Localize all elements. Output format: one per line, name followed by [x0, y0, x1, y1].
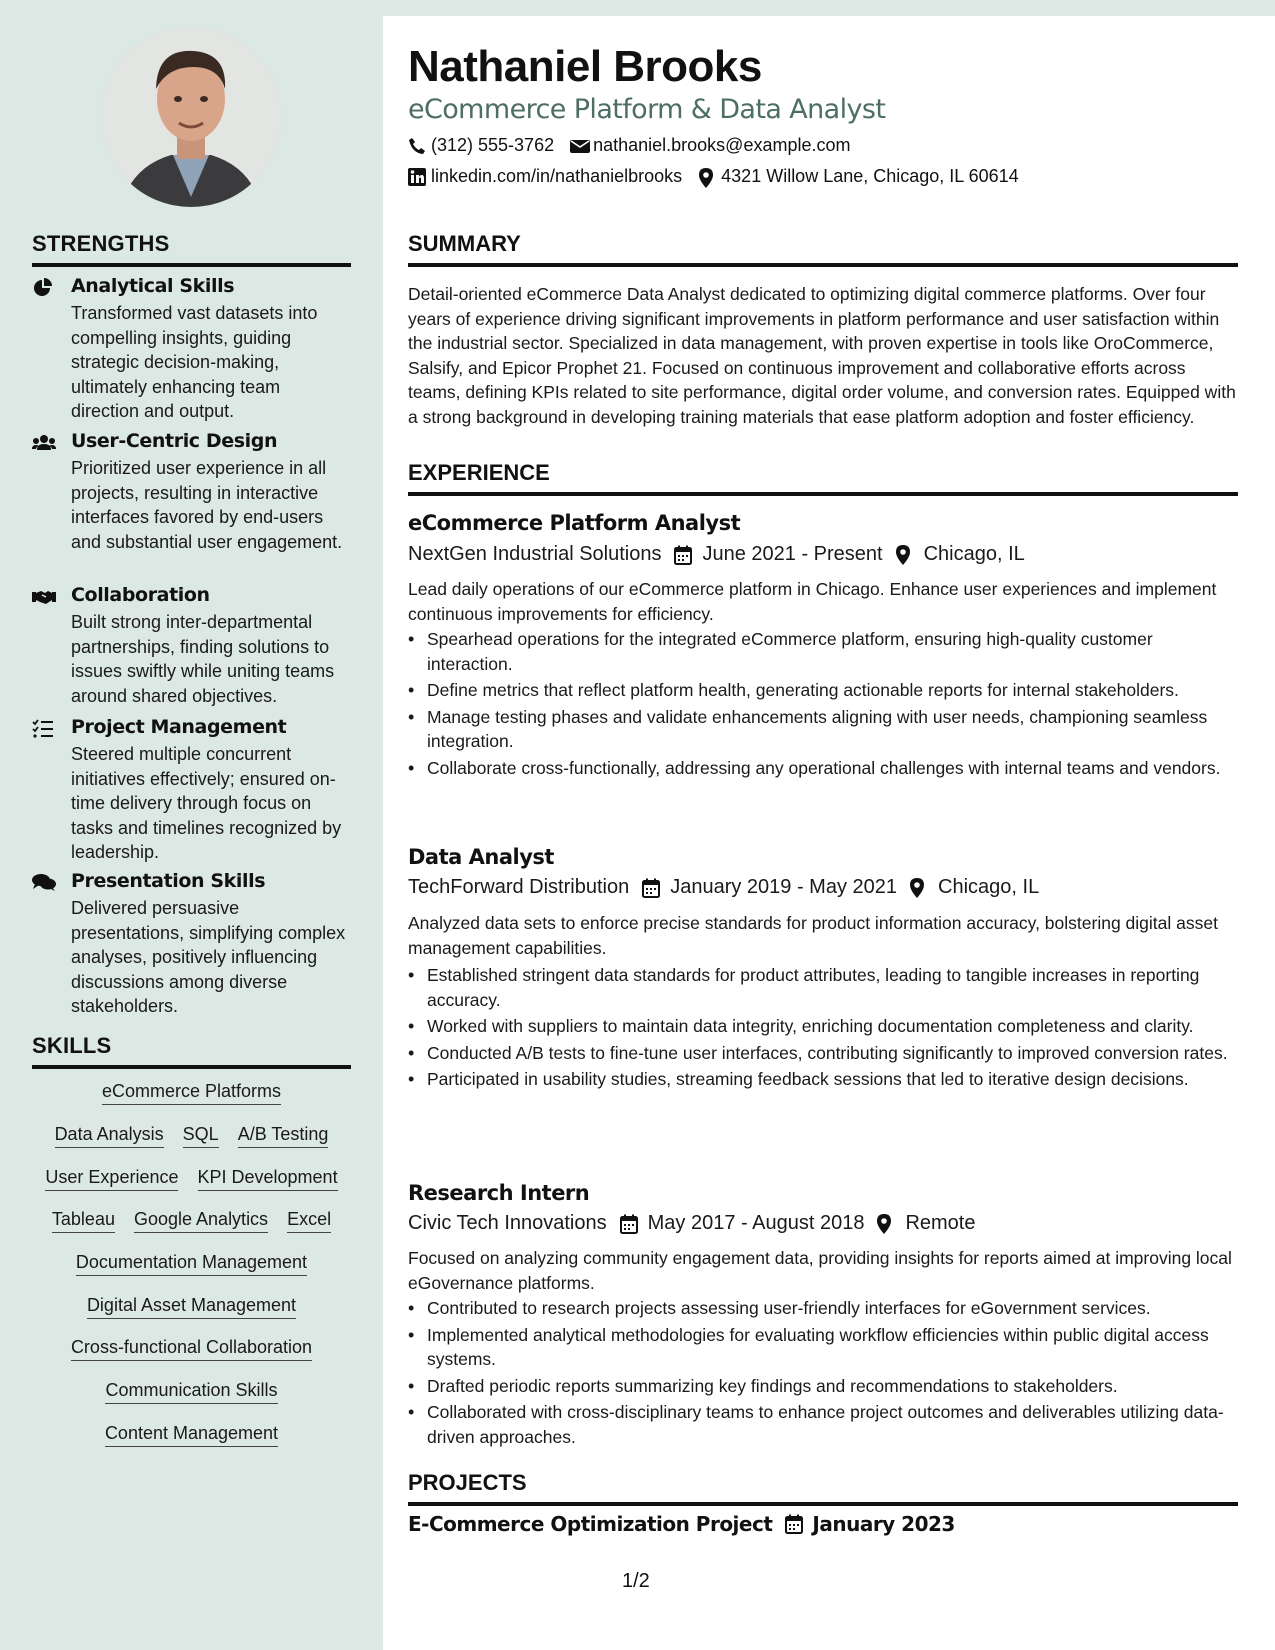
skills-row	[32, 1252, 351, 1276]
strength-description: Built strong inter-departmental partnerships, finding solutions to issues swiftly while uniting teams around shared objectives.	[71, 612, 335, 706]
bullet-item: • Collaborate cross-functionally, addressing any operational challenges with internal teams and vendors.	[408, 756, 1238, 781]
skill-tag: Content Management	[105, 1423, 278, 1447]
skill-tag: eCommerce Platforms	[102, 1081, 281, 1105]
bullet-item: • Implemented analytical methodologies for evaluating workflow efficiencies within public digital access systems.	[408, 1323, 1238, 1372]
job-bullets	[408, 963, 1238, 1094]
bullet-item: • Participated in usability studies, streaming feedback sessions that led to iterative design decisions.	[408, 1067, 1238, 1092]
skills-row	[32, 1167, 351, 1191]
skill-tag: A/B Testing	[238, 1124, 329, 1148]
skill-tag: Digital Asset Management	[87, 1295, 296, 1319]
strength-name: Project Management	[71, 716, 287, 738]
skills-row	[32, 1124, 351, 1148]
location-pin-icon	[895, 545, 915, 565]
phone-number[interactable]: (312) 555-3762	[431, 135, 555, 155]
bullet-item: • Collaborated with cross-disciplinary teams to enhance project outcomes and deliverables utilizing data-driven approaches.	[408, 1400, 1238, 1449]
skills-row	[32, 1337, 351, 1361]
job-meta	[408, 543, 1025, 566]
job-location: Remote	[905, 1212, 976, 1234]
job-intro: Focused on analyzing community engagement data, providing insights for reports aimed at improving local eGovernance platforms.	[408, 1248, 1232, 1293]
profile-photo	[101, 27, 281, 207]
job-bullets	[408, 627, 1238, 782]
phone-icon	[408, 137, 426, 155]
linkedin-icon	[408, 168, 426, 186]
job-dates: June 2021 - Present	[702, 543, 883, 565]
email-link[interactable]: nathaniel.brooks@example.com	[593, 135, 851, 155]
skill-tag: SQL	[183, 1124, 219, 1148]
projects-title: PROJECTS	[408, 1470, 1238, 1506]
skill-tag: Tableau	[52, 1209, 115, 1233]
project-title: E-Commerce Optimization Project	[408, 1512, 773, 1536]
summary-text: Detail-oriented eCommerce Data Analyst dedicated to optimizing digital commerce platforms. Over four years of experience driving significant improvements in platform performance and user satisfaction within the industrial sector. Specialized in data management, with proven expertise in tools like OroCommerce, Salsify, and Epicor Prophet 21. Focused on continuous improvement and collaborative efforts across teams, defining KPIs related to site performance, digital order volume, and conversion rates. Equipped with a strong background in developing training materials that ease platform adoption and foster efficiency.	[408, 284, 1236, 427]
task-list-icon	[32, 719, 56, 739]
location-pin-icon	[876, 1214, 896, 1234]
candidate-name: Nathaniel Brooks	[408, 42, 762, 91]
skill-tag: Cross-functional Collaboration	[71, 1337, 312, 1361]
skills-row	[32, 1209, 351, 1233]
skill-tag: Excel	[287, 1209, 331, 1233]
strength-description: Prioritized user experience in all projects, resulting in interactive interfaces favored by end-users and substantial user engagement.	[71, 458, 343, 552]
bullet-item: • Conducted A/B tests to fine-tune user interfaces, contributing significantly to improved conversion rates.	[408, 1041, 1238, 1066]
strength-description: Delivered persuasive presentations, simplifying complex analyses, positively influencing discussions among diverse stakeholders.	[71, 898, 346, 1016]
bullet-item: • Contributed to research projects assessing user-friendly interfaces for eGovernment services.	[408, 1296, 1238, 1321]
strength-name: User-Centric Design	[71, 430, 278, 452]
strength-description: Steered multiple concurrent initiatives effectively; ensured on-time delivery through focus on tasks and timelines recognized by leadership.	[71, 744, 342, 862]
job-bullets	[408, 1296, 1238, 1451]
strength-name: Presentation Skills	[71, 870, 266, 892]
comments-icon	[32, 873, 56, 893]
page-number: 1/2	[622, 1570, 650, 1592]
bullet-item: • Manage testing phases and validate enhancements aligning with user needs, championing seamless integration.	[408, 705, 1238, 754]
location-pin-icon	[909, 878, 929, 898]
skill-tag: KPI Development	[198, 1167, 338, 1191]
job-location: Chicago, IL	[938, 876, 1040, 898]
job-title: eCommerce Platform Analyst	[408, 511, 741, 535]
address: 4321 Willow Lane, Chicago, IL 60614	[721, 166, 1019, 186]
contact-row	[408, 135, 851, 156]
strength-name: Collaboration	[71, 584, 210, 606]
strength-description: Transformed vast datasets into compelling insights, guiding strategic decision-making, ultimately enhancing team direction and output.	[71, 303, 318, 421]
job-meta	[408, 1212, 975, 1235]
skills-row	[32, 1380, 351, 1404]
bullet-item: • Spearhead operations for the integrated eCommerce platform, ensuring high-quality customer interaction.	[408, 627, 1238, 676]
job-meta	[408, 876, 1039, 899]
project-item	[408, 1512, 955, 1536]
job-title: Data Analyst	[408, 845, 554, 869]
job-intro: Analyzed data sets to enforce precise standards for product information accuracy, bolstering digital asset management capabilities.	[408, 913, 1218, 958]
email-icon	[570, 137, 588, 155]
skills-title: SKILLS	[32, 1033, 351, 1069]
strengths-title: STRENGTHS	[32, 231, 351, 267]
contact-row	[408, 166, 1019, 187]
bullet-item: • Worked with suppliers to maintain data integrity, enriching documentation completeness and clarity.	[408, 1014, 1238, 1039]
job-dates: May 2017 - August 2018	[647, 1212, 865, 1234]
summary-title: SUMMARY	[408, 231, 1238, 267]
skill-tag: Documentation Management	[76, 1252, 307, 1276]
calendar-icon	[641, 878, 661, 898]
skill-tag: Communication Skills	[105, 1380, 277, 1404]
job-dates: January 2019 - May 2021	[670, 876, 898, 898]
job-location: Chicago, IL	[923, 543, 1025, 565]
company-name: NextGen Industrial Solutions	[408, 543, 662, 565]
bullet-item: • Drafted periodic reports summarizing key findings and recommendations to stakeholders.	[408, 1374, 1238, 1399]
job-title: Research Intern	[408, 1181, 590, 1205]
strength-name: Analytical Skills	[71, 275, 235, 297]
skill-tag: Data Analysis	[55, 1124, 164, 1148]
calendar-icon	[619, 1214, 639, 1234]
calendar-icon	[673, 545, 693, 565]
skills-row	[32, 1081, 351, 1105]
experience-title: EXPERIENCE	[408, 460, 1238, 496]
location-pin-icon	[698, 168, 716, 186]
bullet-item: • Define metrics that reflect platform health, generating actionable reports for internal stakeholders.	[408, 678, 1238, 703]
skills-row	[32, 1423, 351, 1447]
users-icon	[32, 433, 56, 453]
company-name: Civic Tech Innovations	[408, 1212, 607, 1234]
project-date: January 2023	[812, 1512, 955, 1536]
job-intro: Lead daily operations of our eCommerce platform in Chicago. Enhance user experiences and implement continuous improvements for efficiency.	[408, 579, 1217, 624]
linkedin-link[interactable]: linkedin.com/in/nathanielbrooks	[431, 166, 683, 186]
skill-tag: User Experience	[45, 1167, 178, 1191]
handshake-icon	[32, 587, 56, 607]
candidate-role: eCommerce Platform & Data Analyst	[408, 94, 886, 125]
skill-tag: Google Analytics	[134, 1209, 268, 1233]
calendar-icon	[784, 1514, 804, 1534]
pie-chart-icon	[32, 278, 56, 298]
company-name: TechForward Distribution	[408, 876, 630, 898]
skills-row	[32, 1295, 351, 1319]
bullet-item: • Established stringent data standards for product attributes, leading to tangible increases in reporting accuracy.	[408, 963, 1238, 1012]
